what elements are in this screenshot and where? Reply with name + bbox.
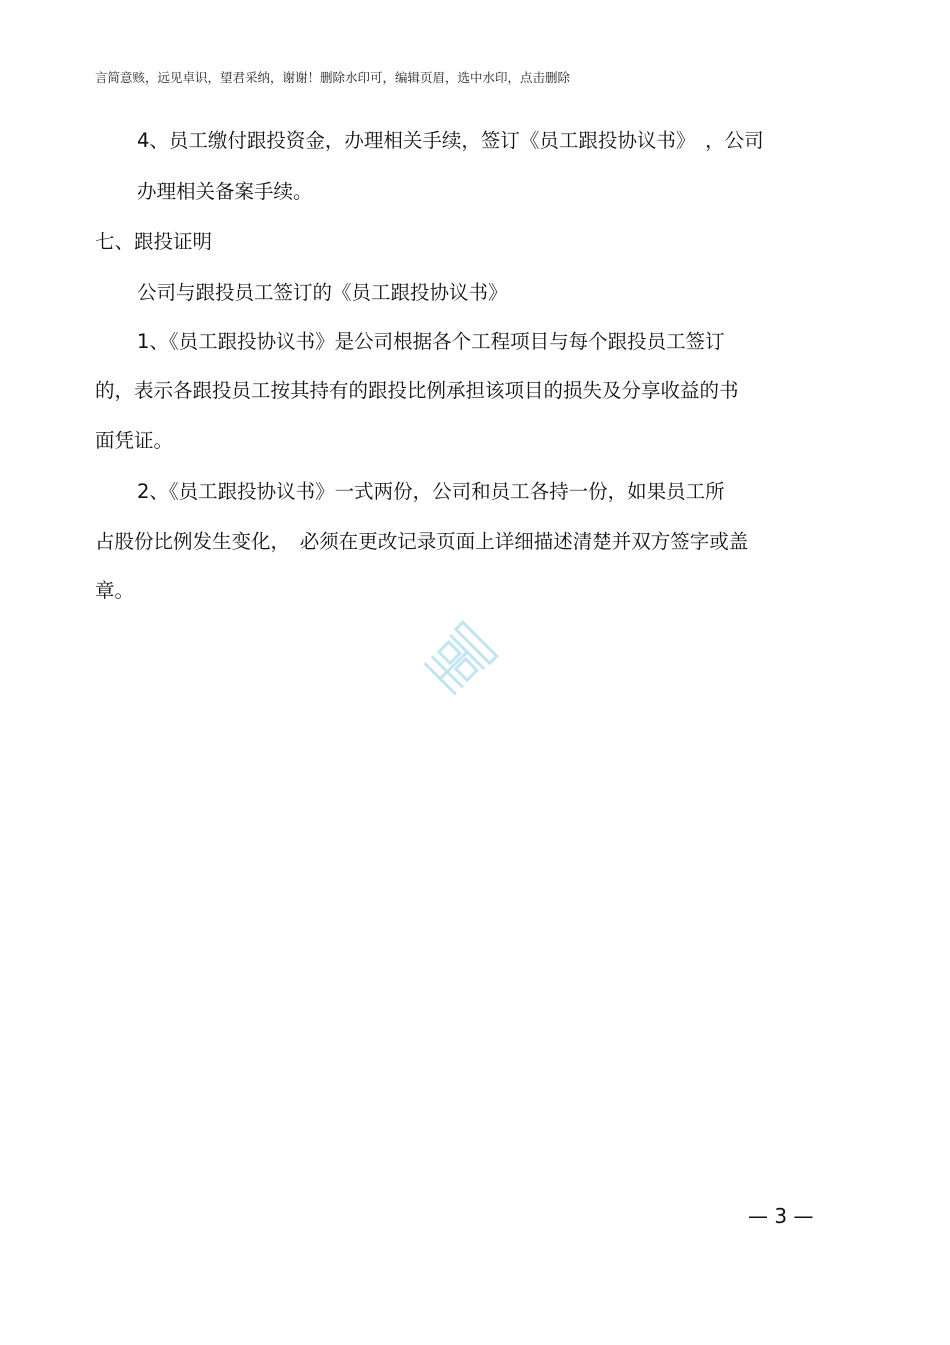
paragraph-line-1: 4、员工缴付跟投资金，办理相关手续，签订《员工跟投协议书》 ，公司	[137, 129, 764, 152]
page-number: — 3 —	[748, 1204, 814, 1228]
header-note: 言简意赅，远见卓识，望君采纳，谢谢！删除水印可，编辑页眉，选中水印，点击删除	[95, 70, 571, 85]
paragraph-line-7: 2、《员工跟投协议书》一式两份，公司和员工各持一份，如果员工所	[137, 480, 725, 503]
paragraph-line-4: 1、《员工跟投协议书》是公司根据各个工程项目与每个跟投员工签订	[137, 330, 725, 353]
paragraph-line-8: 占股份比例发生变化， 必须在更改记录页面上详细描述清楚并双方签字或盖	[95, 530, 749, 553]
paragraph-line-6: 面凭证。	[95, 429, 174, 452]
paragraph-line-3: 公司与跟投员工签订的《员工跟投协议书》	[137, 281, 508, 304]
watermark-logo-icon	[412, 611, 508, 707]
paragraph-line-2: 办理相关备案手续。	[137, 180, 313, 203]
paragraph-line-9: 章。	[95, 579, 135, 602]
paragraph-line-5: 的，表示各跟投员工按其持有的跟投比例承担该项目的损失及分享收益的书	[95, 379, 739, 402]
section-heading: 七、跟投证明	[95, 230, 213, 253]
